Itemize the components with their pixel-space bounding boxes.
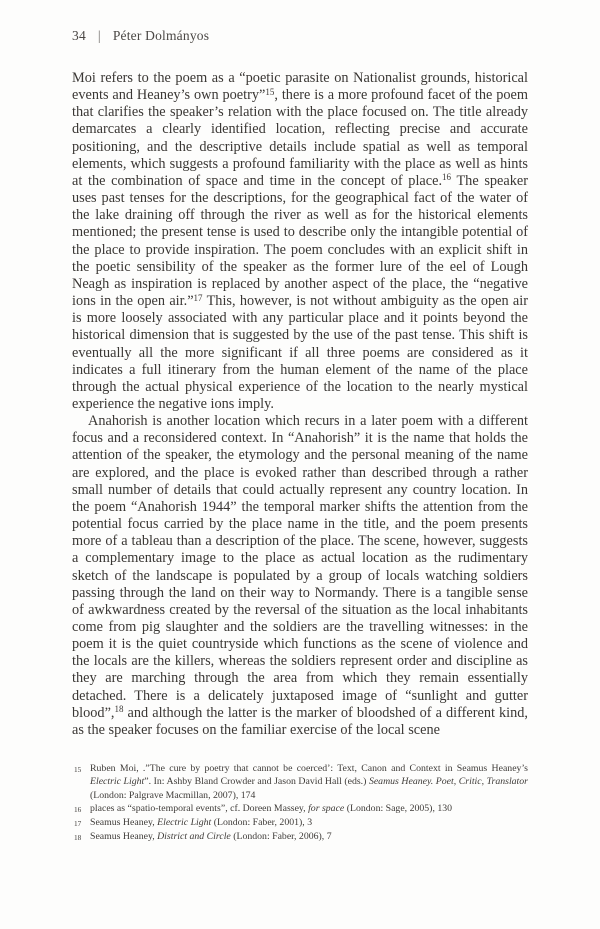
- body-text-block: [72, 70, 528, 739]
- footnote-ref-16: 16: [442, 172, 452, 183]
- footnote-ref-17: 17: [193, 292, 203, 303]
- footnote-number: 17: [74, 818, 82, 828]
- paragraph-text: Anahorish is another location which recurs in a later poem with a different focus and a reconsidered context. In “Anahorish” it is the name that holds the attention of the speaker, the etymology and the personal meaning of the name are explored, and the place is evoked rather than described through a rather small number of details that could actually represent any country location. In the poem “Anahorish 1944” the temporal marker shifts the attention from the potential focus carried by the place name in the title, and the poem presents more of a tableau than a description of the place. The scene, however, suggests a complementary image to the place as actual location as the rudimentary sketch of the landscape is populated by a group of locals watching soldiers passing through the land on their way to Normandy. There is a tangible sense of awkwardness created by the reversal of the situation as the local inhabitants come from pig slaughter and the soldiers are the travelling witnesses: in the poem it is the quiet countryside which functions as the scene of violence and the locals are the killers, whereas the soldiers represent order and discipline as they are marching through the area from which they remain essentially detached. There is a delicately juxtaposed image of “sunlight and gutter blood”,: [72, 413, 528, 721]
- page-number: 34: [72, 28, 86, 43]
- footnote-text: places as “spatio-temporal events”, cf. Doreen Massey, for space (London: Sage, 2005), 130: [90, 802, 453, 814]
- running-title-author: Péter Dolmányos: [112, 28, 210, 43]
- header-separator: |: [97, 28, 101, 43]
- body-paragraph-1: [72, 70, 528, 413]
- footnote-text: Seamus Heaney, Electric Light (London: Faber, 2001), 3: [90, 816, 313, 828]
- paragraph-text: The speaker uses past tenses for the descriptions, for the geographical fact of the water of the lake draining off through the river as well as for the historical elements mentioned; the present tense is used to describe only the intangible potential of the place to provide inspiration. The poem concludes with an explicit shift in the poetic sensibility of the speaker as the former lure of the eel of Lough Neagh as inspiration is replaced by another aspect of the place, the “negative ions in the open air.”: [72, 172, 528, 310]
- footnotes-block: [72, 762, 528, 844]
- footnote-15: [72, 762, 528, 802]
- paragraph-text: Moi refers to the poem as a “poetic parasite on Nationalist grounds, historical events and Heaney’s own poetry”: [72, 70, 528, 104]
- footnote-ref-15: 15: [265, 86, 275, 97]
- running-header: [72, 28, 528, 44]
- footnote-text: Seamus Heaney, District and Circle (London: Faber, 2006), 7: [90, 831, 332, 843]
- footnote-number: 15: [74, 765, 82, 775]
- paragraph-text: , there is a more profound facet of the poem that clarifies the speaker’s relation with the place focused on. The title already demarcates a clearly identified location, reflecting precise and accurate positioning, and the descriptive details include spatial as well as temporal elements, which suggests a profound familiarity with the place as well as hints at the combination of space and time in the concept of place.: [72, 87, 528, 189]
- footnote-ref-18: 18: [114, 704, 124, 715]
- body-paragraph-2: [72, 413, 528, 739]
- footnote-16: [72, 802, 528, 816]
- footnote-number: 18: [74, 833, 82, 843]
- paragraph-text: This, however, is not without ambiguity as the open air is more loosely associated with any particular place and it points beyond the historical dimension that is suggested by the use of the past tense. This shift is eventually all the more significant if all three poems are considered as it indicates a full itinerary from the human element of the name of the place through the actual physical experience of the location to the nearly mystical experience the negative ions imply.: [72, 293, 529, 412]
- paragraph-text: and although the latter is the marker of bloodshed of a different kind, as the speaker focuses on the familiar exercise of the local scene: [72, 704, 528, 738]
- footnote-17: [72, 816, 528, 830]
- footnote-number: 16: [74, 804, 82, 814]
- footnote-text: Ruben Moi, .”The cure by poetry that cannot be coerced’: Text, Canon and Context in Seamus Heaney’s Electric Light”. In: Ashby Bland Crowder and Jason David Hall (eds.) Seamus Heaney. Poet, Critic, Translator (London: Palgrave Macmillan, 2007), 174: [90, 763, 528, 801]
- footnote-18: [72, 830, 528, 844]
